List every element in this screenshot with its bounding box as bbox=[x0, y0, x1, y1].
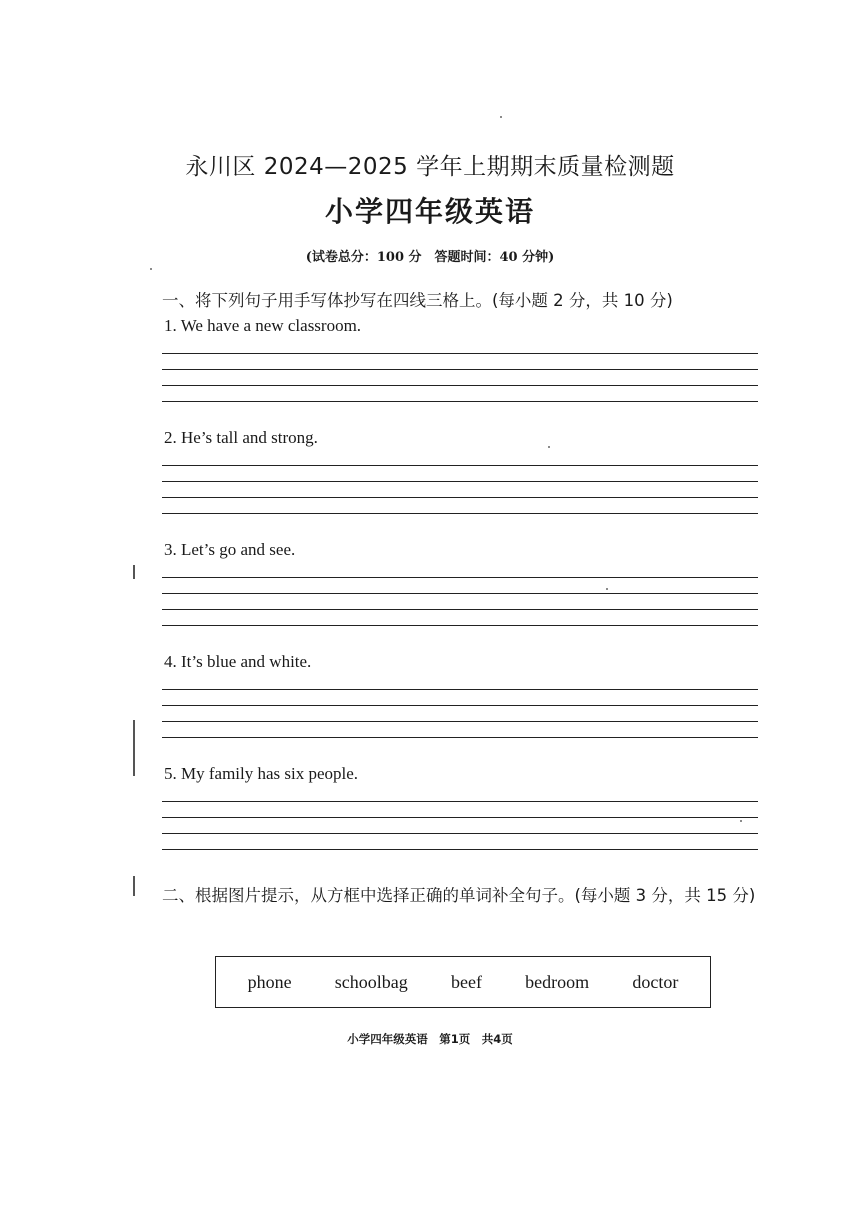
question-1-sentence: 1. We have a new classroom. bbox=[164, 316, 362, 335]
word-bank-item: beef bbox=[450, 971, 482, 992]
question-2-writing-lines[interactable] bbox=[162, 465, 758, 515]
word-bank-item: doctor bbox=[632, 971, 679, 992]
exam-subtitle: 小学四年级英语 bbox=[324, 195, 535, 228]
scan-artifact bbox=[133, 720, 135, 776]
exam-title: 永川区 2024—2025 学年上期期末质量检测题 bbox=[185, 154, 675, 180]
scan-artifact bbox=[133, 565, 135, 579]
scan-dot bbox=[606, 588, 608, 590]
section-2-heading: 二、根据图片提示，从方框中选择正确的单词补全句子。(每小题 3 分，共 15 分) bbox=[162, 886, 756, 905]
scan-artifact bbox=[133, 876, 135, 896]
question-1-writing-lines[interactable] bbox=[162, 353, 758, 403]
question-4-sentence: 4. It’s blue and white. bbox=[164, 652, 312, 671]
exam-info: (试卷总分：100 分 答题时间：40 分钟) bbox=[305, 250, 555, 265]
scan-dot bbox=[150, 268, 152, 270]
scan-dot bbox=[500, 116, 502, 118]
question-3-writing-lines[interactable] bbox=[162, 577, 758, 627]
question-2-sentence: 2. He’s tall and strong. bbox=[164, 428, 318, 447]
question-4-writing-lines[interactable] bbox=[162, 689, 758, 739]
question-5-writing-lines[interactable] bbox=[162, 801, 758, 851]
question-5-sentence: 5. My family has six people. bbox=[164, 764, 359, 783]
word-bank-item: phone bbox=[247, 971, 292, 992]
scan-dot bbox=[740, 820, 742, 822]
page-footer: 小学四年级英语 第1页 共4页 bbox=[347, 1032, 513, 1046]
question-3-sentence: 3. Let’s go and see. bbox=[164, 540, 296, 559]
section-1-heading: 一、将下列句子用手写体抄写在四线三格上。(每小题 2 分，共 10 分) bbox=[162, 291, 673, 310]
word-bank-item: schoolbag bbox=[334, 971, 408, 992]
scan-dot bbox=[548, 446, 550, 448]
word-bank-box bbox=[215, 956, 711, 1008]
word-bank-item: bedroom bbox=[525, 971, 590, 992]
